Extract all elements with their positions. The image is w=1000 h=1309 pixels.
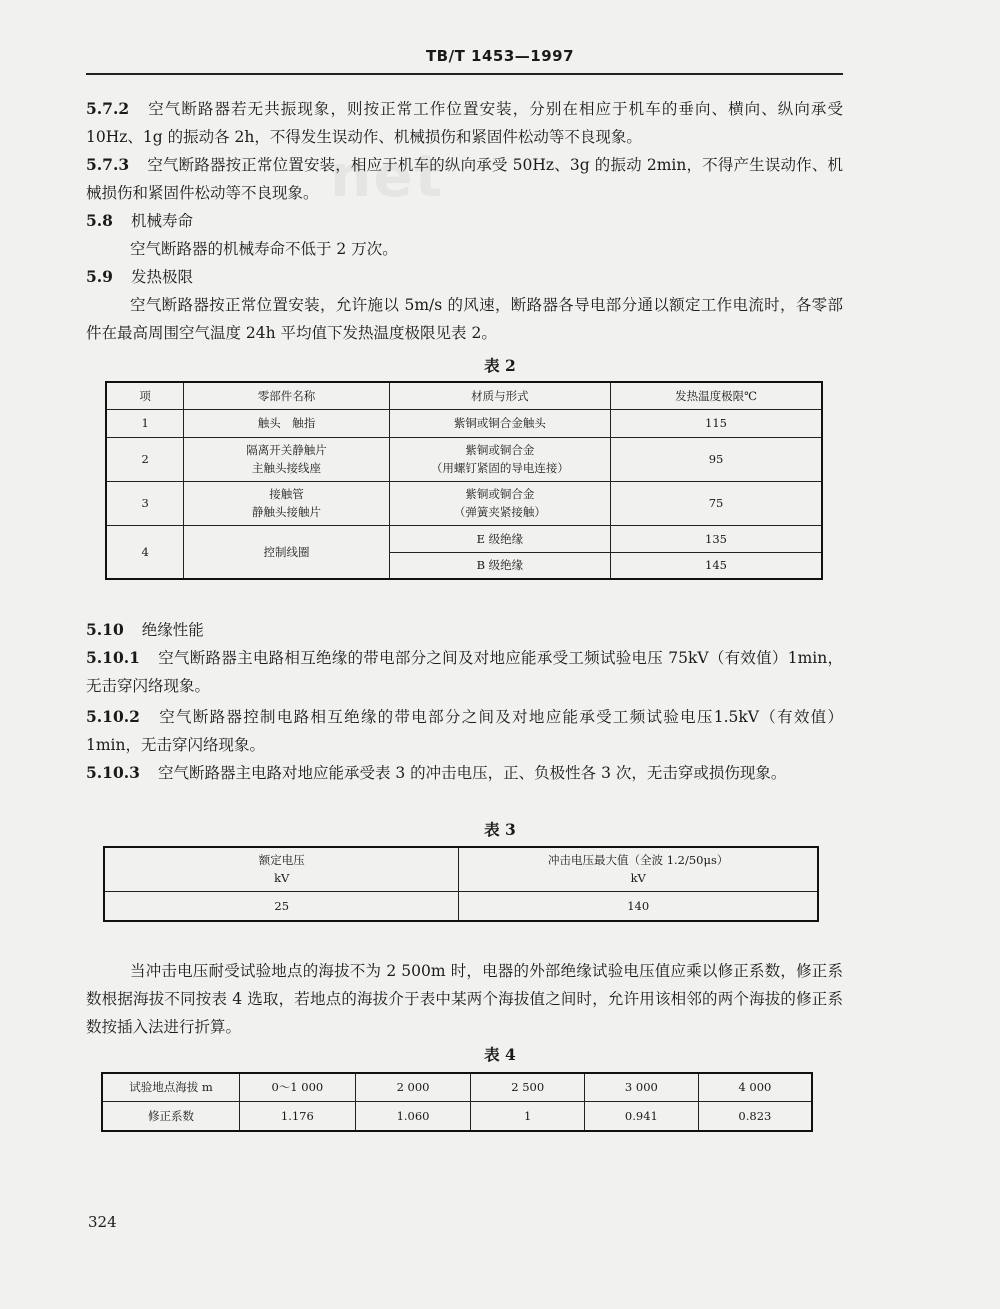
item-cell: 3 [106, 481, 184, 525]
header-rule [86, 73, 843, 75]
value-cell: 0.823 [698, 1101, 812, 1131]
header-line: 额定电压 [258, 853, 305, 868]
section-title: 发热极限 [130, 268, 193, 286]
clause-text: 空气断路器主电路相互绝缘的带电部分之间及对地应能承受工频试验电压 75kV（有效值）1min，无击穿闪络现象。 [86, 649, 843, 695]
header-cell [104, 847, 459, 891]
material-line: 紫铜或铜合金 [465, 443, 535, 457]
clause-5-10-1 [86, 644, 843, 700]
value-cell: 1.060 [355, 1101, 471, 1131]
table-row [106, 481, 822, 525]
part-line: 隔离开关静触片 [246, 443, 327, 457]
value-cell: 2 500 [471, 1073, 585, 1101]
clause-number: 5.7.2 [86, 99, 130, 118]
header-unit: kV [630, 871, 646, 886]
table-row [104, 891, 818, 921]
altitude-paragraph: 当冲击电压耐受试验地点的海拔不为 2 500m 时，电器的外部绝缘试验电压值应乘以修正系数，修正系数根据海拔不同按表 4 选取，若地点的海拔介于表中某两个海拔值之间时，允许用该相邻的两个海拔的修正系数按插入法进行折算。 [86, 962, 843, 1036]
label-cell: 修正系数 [102, 1101, 240, 1131]
table-row [106, 437, 822, 481]
table-4 [101, 1072, 813, 1132]
value-cell: 4 000 [698, 1073, 812, 1101]
material-line: 紫铜或铜合金 [465, 487, 535, 501]
clause-number: 5.7.3 [86, 155, 130, 174]
part-cell: 控制线圈 [184, 525, 389, 579]
header-cell: 项 [106, 382, 184, 409]
value-cell: 1 [471, 1101, 585, 1131]
header-cell: 零部件名称 [184, 382, 389, 409]
part-line: 接触管 [269, 487, 304, 501]
section-title: 机械寿命 [130, 212, 193, 230]
section-5-8-text: 空气断路器的机械寿命不低于 2 万次。 [130, 240, 398, 258]
limit-cell: 115 [611, 409, 822, 437]
part-cell [184, 481, 389, 525]
material-cell: E 级绝缘 [389, 525, 610, 552]
section-5-8-heading [86, 207, 193, 235]
material-cell: B 级绝缘 [389, 552, 610, 579]
page-header: TB/T 1453—1997 [425, 47, 575, 65]
header-cell: 材质与形式 [389, 382, 610, 409]
header-line: 冲击电压最大值（全波 1.2/50μs） [548, 853, 729, 868]
value-cell: 2 000 [355, 1073, 471, 1101]
section-5-9-heading [86, 263, 193, 291]
page-number: 324 [88, 1213, 117, 1231]
header-unit: kV [274, 871, 290, 886]
watermark: net [330, 142, 445, 210]
clause-5-7-2 [86, 95, 843, 151]
part-line: 主触头接线座 [252, 461, 321, 475]
clause-number: 5.10.1 [86, 648, 140, 667]
item-cell: 4 [106, 525, 184, 579]
material-cell [389, 481, 610, 525]
section-title: 绝缘性能 [141, 621, 204, 639]
clause-5-7-3 [86, 151, 843, 207]
header-cell: 发热温度极限℃ [611, 382, 822, 409]
section-5-9-text: 空气断路器按正常位置安装，允许施以 5m/s 的风速，断路器各导电部分通以额定工作电流时，各零部件在最高周围空气温度 24h 平均值下发热温度极限见表 2。 [86, 296, 843, 342]
table-header-row [104, 847, 818, 891]
material-cell: 紫铜或铜合金触头 [389, 409, 610, 437]
item-cell: 2 [106, 437, 184, 481]
table-row [106, 525, 822, 552]
material-line: （弹簧夹紧接触） [453, 505, 546, 519]
clause-number: 5.10.3 [86, 763, 140, 782]
clause-text: 空气断路器主电路对地应能承受表 3 的冲击电压，正、负极性各 3 次，无击穿或损伤现象。 [157, 764, 787, 782]
value-cell: 0.941 [585, 1101, 699, 1131]
clause-5-10-3 [86, 759, 843, 787]
clause-text: 空气断路器若无共振现象，则按正常工作位置安装，分别在相应于机车的垂向、横向、纵向承受 10Hz、1g 的振动各 2h，不得发生误动作、机械损伤和紧固件松动等不良现象。 [86, 100, 843, 146]
table-row [106, 409, 822, 437]
header-cell [459, 847, 818, 891]
clause-number: 5.10.2 [86, 707, 140, 726]
limit-cell: 135 [611, 525, 822, 552]
limit-cell: 75 [611, 481, 822, 525]
section-number: 5.9 [86, 267, 113, 286]
value-cell: 3 000 [585, 1073, 699, 1101]
part-line: 静触头接触片 [252, 505, 321, 519]
table-2 [105, 381, 823, 580]
clause-text: 空气断路器按正常位置安装，相应于机车的纵向承受 50Hz、3g 的振动 2min，不得产生误动作、机械损伤和紧固件松动等不良现象。 [86, 156, 843, 202]
table-4-caption: 表 4 [484, 1045, 516, 1064]
table-2-caption: 表 2 [484, 356, 516, 375]
table-3 [103, 846, 819, 922]
section-number: 5.10 [86, 620, 124, 639]
material-line: （用螺钉紧固的导电连接） [430, 461, 569, 475]
table-row [102, 1073, 812, 1101]
table-header-row [106, 382, 822, 409]
material-cell [389, 437, 610, 481]
value-cell: 0～1 000 [240, 1073, 356, 1101]
label-cell: 试验地点海拔 m [102, 1073, 240, 1101]
limit-cell: 145 [611, 552, 822, 579]
table-row [102, 1101, 812, 1131]
section-5-10-heading [86, 616, 204, 644]
value-cell: 25 [104, 891, 459, 921]
part-cell [184, 437, 389, 481]
table-3-caption: 表 3 [484, 820, 516, 839]
clause-5-10-2 [86, 703, 843, 759]
value-cell: 1.176 [240, 1101, 356, 1131]
clause-text: 空气断路器控制电路相互绝缘的带电部分之间及对地应能承受工频试验电压1.5kV（有效值）1min，无击穿闪络现象。 [86, 708, 843, 754]
section-number: 5.8 [86, 211, 113, 230]
part-cell: 触头 触指 [184, 409, 389, 437]
limit-cell: 95 [611, 437, 822, 481]
value-cell: 140 [459, 891, 818, 921]
item-cell: 1 [106, 409, 184, 437]
